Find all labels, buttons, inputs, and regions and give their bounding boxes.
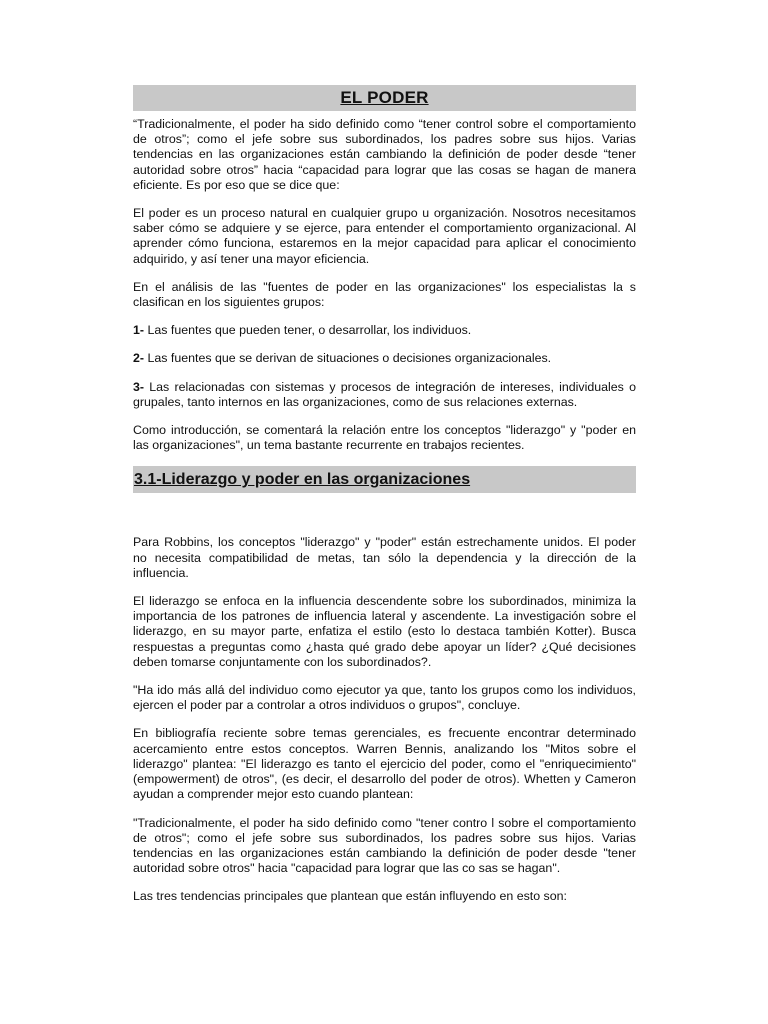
paragraph: Como introducción, se comentará la relación entre los conceptos "liderazgo" y "poder en las organizaciones", un tema bastante recurrente en trabajos recientes. <box>133 423 636 453</box>
paragraph: El poder es un proceso natural en cualquier grupo u organización. Nosotros necesitamos saber cómo se adquiere y se ejerce, para entender el comportamiento organizacional. Al aprender cómo funciona, estaremos en la mejor capacidad para aplicar el conocimiento adquirido, y así tener una mayor eficiencia. <box>133 206 636 266</box>
list-item-text: Las fuentes que pueden tener, o desarrollar, los individuos. <box>144 323 472 338</box>
paragraph: Las tres tendencias principales que plantean que están influyendo en esto son: <box>133 889 567 904</box>
title-banner <box>133 85 636 111</box>
document-body <box>133 85 636 918</box>
paragraph: En el análisis de las "fuentes de poder en las organizaciones" los especialistas la s clasifican en los siguientes grupos: <box>133 279 636 310</box>
list-item-number: 3- <box>133 379 145 394</box>
list-item-number: 1- <box>133 323 145 338</box>
section-heading: 3.1-Liderazgo y poder en las organizaciones <box>134 471 471 489</box>
paragraph: El liderazgo se enfoca en la influencia descendente sobre los subordinados, minimiza la importancia de los patrones de influencia lateral y ascendente. La investigación sobre el liderazgo, en su mayor parte, enfatiza el estilo (esto lo destaca también Kotter). Busca respuestas a preguntas como ¿hasta qué grado debe apoyar un líder? ¿Qué decisiones deben tomarse conjuntamente con los subordinados?. <box>133 594 636 669</box>
list-item <box>133 351 636 366</box>
paragraph: "Ha ido más allá del individuo como ejecutor ya que, tanto los grupos como los individuos, ejercen el poder par a controlar a otros individuos o grupos", concluye. <box>133 683 636 713</box>
section-heading-banner <box>133 466 636 493</box>
list-item-text: Las fuentes que se derivan de situaciones o decisiones organizacionales. <box>144 351 552 366</box>
paragraph: "Tradicionalmente, el poder ha sido definido como "tener contro l sobre el comportamiento de otros"; como el jefe sobre sus subordinados, los padres sobre sus hijos. Varias tendencias en las organizaciones están cambiando la definición de poder desde "tener autoridad sobre otros" hacia "capacidad para lograr que las co sas se hagan". <box>133 815 636 876</box>
list-item-number: 2- <box>133 351 145 366</box>
list-item-text: Las relacionadas con sistemas y procesos de integración de intereses, individuales o grupales, tanto internos en las organizaciones, como de sus relaciones externas. <box>133 379 636 409</box>
page-title: EL PODER <box>340 88 429 107</box>
paragraph: Para Robbins, los conceptos "liderazgo" y "poder" están estrechamente unidos. El poder no necesita compatibilidad de metas, tan sólo la dependencia y la dirección de la influencia. <box>133 535 636 580</box>
paragraph: “Tradicionalmente, el poder ha sido definido como “tener control sobre el comportamiento de otros”; como el jefe sobre sus subordinados, los padres sobre sus hijos. Varias tendencias en las organizaciones están cambiando la definición de poder desde “tener autoridad sobre otros” hacia “capacidad para lograr que las cosas se hagan de manera eficiente. Es por eso que se dice que: <box>133 117 636 192</box>
list-item <box>133 323 636 338</box>
paragraph: En bibliografía reciente sobre temas gerenciales, es frecuente encontrar determinado acercamiento entre estos conceptos. Warren Bennis, analizando los "Mitos sobre el liderazgo" plantea: "El liderazgo es tanto el ejercicio del poder, como el "enriquecimiento" (empowerment) de otros", (es decir, el desarrollo del poder de otros). Whetten y Cameron ayudan a comprender mejor esto cuando plantean: <box>133 726 636 802</box>
list-item <box>133 380 636 410</box>
